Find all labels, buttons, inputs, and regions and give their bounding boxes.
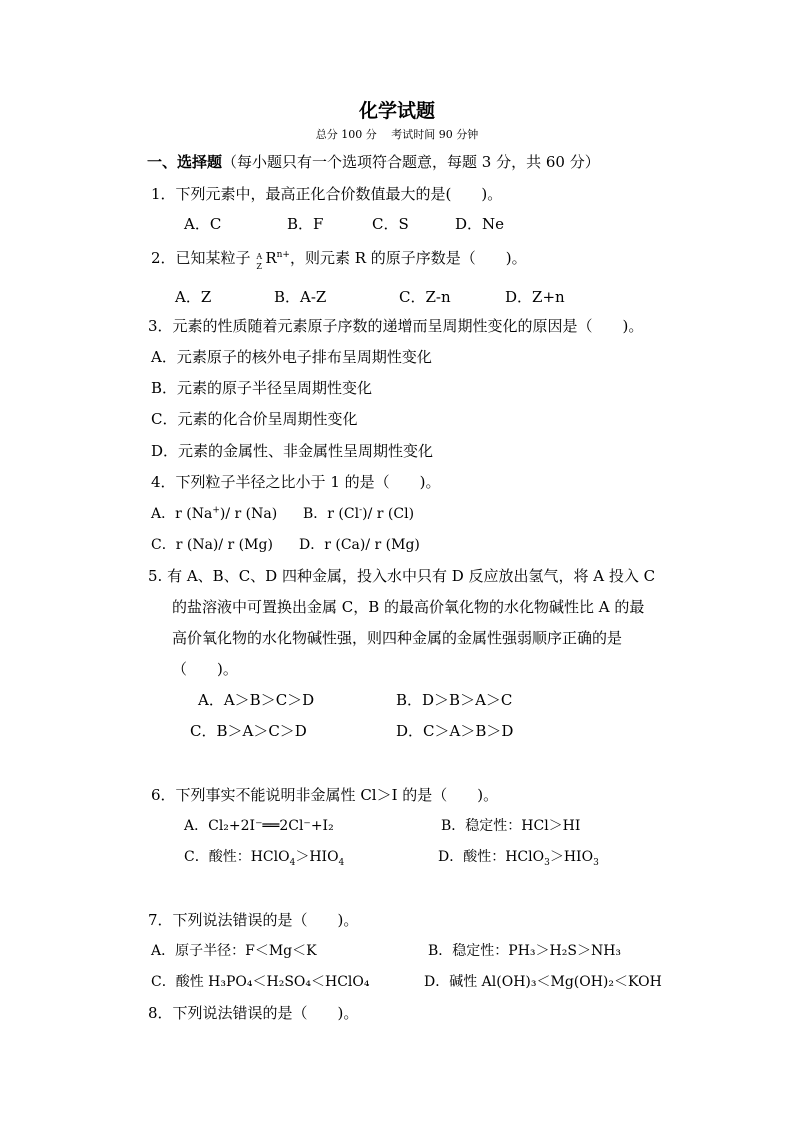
q4b-sup: -	[359, 505, 363, 516]
q6c-sub1: 4	[289, 857, 296, 868]
mass-number: A	[256, 252, 263, 261]
question-7-option-a: A．原子半径：F＜Mg＜K	[151, 943, 317, 959]
question-2-option-c: C．Z-n	[399, 288, 451, 306]
question-3-option-b: B．元素的原子半径呈周期性变化	[151, 379, 373, 397]
q6d-pre: D．酸性：HClO	[438, 849, 545, 865]
question-2-stem-pre: 2．已知某粒子	[151, 249, 251, 267]
question-1-option-c: C．S	[372, 215, 409, 233]
atomic-number: Z	[256, 262, 262, 271]
section-note: （每小题只有一个选项符合题意，每题 3 分，共 60 分）	[222, 153, 600, 171]
question-5-line-4: （ )。	[172, 660, 238, 678]
question-6-stem: 6．下列事实不能说明非金属性 Cl＞I 的是（ )。	[151, 786, 499, 804]
nuclide-notation	[255, 250, 265, 271]
question-5-option-c: C．B＞A＞C＞D	[190, 722, 307, 740]
q6c-pre: C．酸性：HClO	[184, 849, 290, 865]
question-5-option-d: D．C＞A＞B＞D	[396, 722, 514, 740]
question-3-option-a: A．元素原子的核外电子排布呈周期性变化	[151, 348, 432, 366]
q4a-post: )/ r (Na)	[219, 506, 278, 522]
question-2-stem	[151, 248, 527, 271]
question-4-option-d: D．r (Ca)/ r (Mg)	[299, 537, 420, 553]
question-4-option-c: C．r (Na)/ r (Mg)	[151, 537, 273, 553]
question-2-option-a: A．Z	[175, 288, 212, 306]
question-3-option-d: D．元素的金属性、非金属性呈周期性变化	[151, 442, 434, 460]
nuclide-charge: n+	[276, 250, 290, 260]
page-title: 化学试题	[358, 100, 435, 122]
question-7-stem: 7．下列说法错误的是（ )。	[148, 911, 359, 929]
question-3-stem: 3．元素的性质随着元素原子序数的递增而呈周期性变化的原因是（ )。	[148, 317, 644, 335]
section-title: 一、选择题	[147, 153, 223, 171]
question-7-option-c: C．酸性 H₃PO₄＜H₂SO₄＜HClO₄	[151, 974, 370, 990]
question-2-stem-post: ，则元素 R 的原子序数是（ )。	[289, 249, 527, 267]
question-5-line-3: 高价氧化物的水化物碱性强，则四种金属的金属性强弱顺序正确的是	[172, 629, 623, 647]
question-5-option-a: A．A＞B＞C＞D	[198, 691, 315, 709]
q6c-mid: ＞HIO	[295, 849, 339, 865]
question-3-option-c: C．元素的化合价呈周期性变化	[151, 410, 358, 428]
question-6-option-a: A．Cl₂+2I⁻══2Cl⁻+I₂	[184, 818, 334, 834]
q6d-sub1: 3	[544, 857, 550, 868]
page-subtitle: 总分 100 分 考试时间 90 分钟	[315, 128, 479, 141]
question-5-option-b: B．D＞B＞A＞C	[396, 691, 513, 709]
q6d-sub2: 3	[593, 857, 599, 868]
question-7-option-b: B．稳定性：PH₃＞H₂S＞NH₃	[428, 943, 622, 959]
question-6-option-c	[184, 847, 344, 867]
q4b-post: )/ r (Cl)	[362, 506, 415, 522]
question-6-option-b: B．稳定性：HCl＞HI	[441, 818, 581, 834]
section-heading	[147, 152, 600, 172]
question-1-option-a: A．C	[184, 215, 222, 233]
question-2-option-b: B．A-Z	[274, 288, 327, 306]
question-4-stem: 4．下列粒子半径之比小于 1 的是（ )。	[151, 473, 441, 491]
q4b-pre: B．r (Cl	[303, 506, 360, 522]
question-5-line-1: 5. 有 A、B、C、D 四种金属，投入水中只有 D 反应放出氢气，将 A 投入 C	[148, 567, 656, 585]
question-6-option-d	[438, 847, 599, 867]
question-7-option-d: D．碱性 Al(OH)₃＜Mg(OH)₂＜KOH	[424, 974, 662, 990]
question-1-stem: 1．下列元素中，最高正化合价数值最大的是( )。	[151, 185, 503, 203]
question-1-option-b: B．F	[287, 215, 324, 233]
question-2-option-d: D．Z+n	[505, 288, 565, 306]
q4a-pre: A．r (Na	[151, 506, 213, 522]
question-1-option-d: D．Ne	[455, 215, 505, 233]
q6d-mid: ＞HIO	[549, 849, 594, 865]
q4a-sup: +	[212, 505, 220, 516]
question-5-line-2: 的盐溶液中可置换出金属 C，B 的最高价氧化物的水化物碱性比 A 的最	[172, 598, 645, 616]
nuclide-symbol: R	[265, 249, 277, 267]
question-4-option-a	[151, 504, 277, 524]
question-8-stem: 8．下列说法错误的是（ )。	[148, 1004, 359, 1022]
q6c-sub2: 4	[338, 857, 345, 868]
question-4-option-b	[303, 504, 414, 524]
